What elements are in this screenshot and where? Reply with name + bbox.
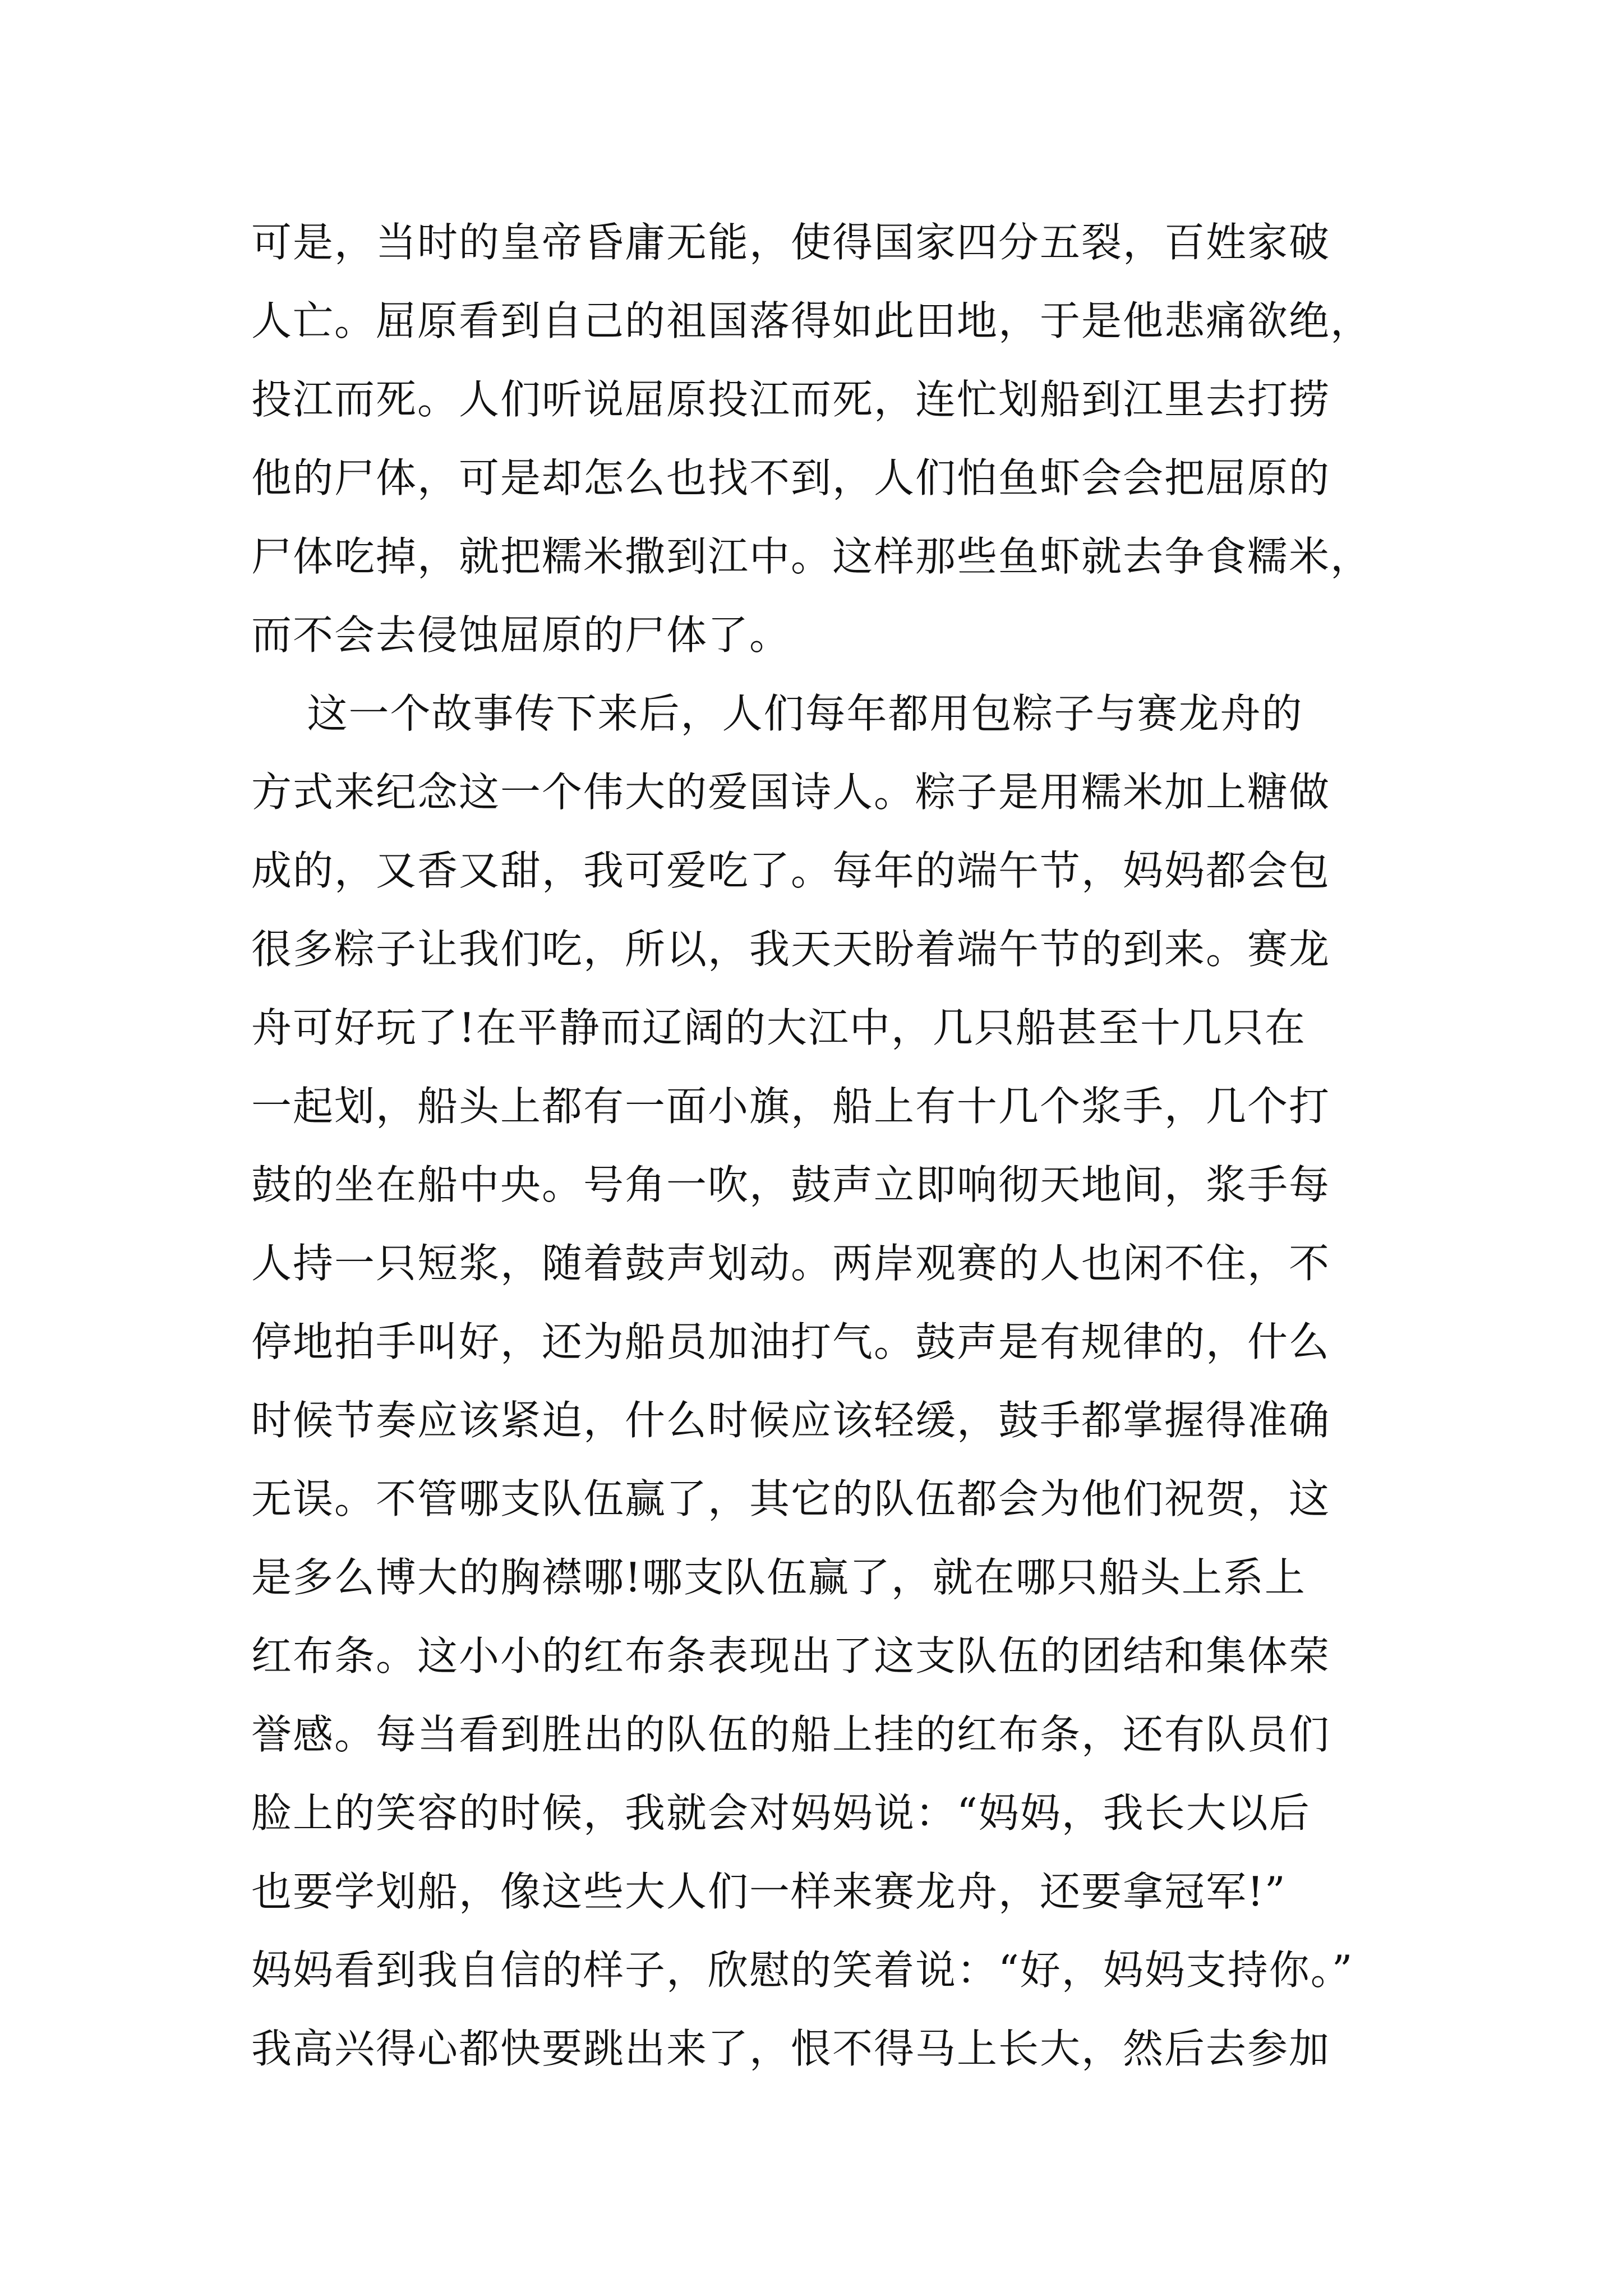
- text-line: 也要学划船，像这些大人们一样来赛龙舟，还要拿冠军!”: [251, 1868, 1287, 1915]
- text-line: 成的，又香又甜，我可爱吃了。每年的端午节，妈妈都会包: [251, 847, 1331, 894]
- text-line: 停地拍手叫好，还为船员加油打气。鼓声是有规律的，什么: [251, 1318, 1331, 1365]
- text-line: 而不会去侵蚀屈原的尸体了。: [251, 611, 791, 659]
- text-line: 时候节奏应该紧迫，什么时候应该轻缓，鼓手都掌握得准确: [251, 1397, 1331, 1444]
- text-line: 红布条。这小小的红布条表现出了这支队伍的团结和集体荣: [251, 1632, 1331, 1680]
- text-line: 方式来纪念这一个伟大的爱国诗人。粽子是用糯米加上糖做: [251, 769, 1331, 816]
- text-line: 舟可好玩了!在平静而辽阔的大江中，几只船甚至十几只在: [251, 1004, 1306, 1051]
- text-line: 他的尸体，可是却怎么也找不到，人们怕鱼虾会会把屈原的: [251, 454, 1331, 501]
- text-line: 脸上的笑容的时候，我就会对妈妈说：“妈妈，我长大以后: [251, 1789, 1311, 1837]
- text-line: 可是，当时的皇帝昏庸无能，使得国家四分五裂，百姓家破: [251, 219, 1331, 266]
- text-line: 这一个故事传下来后，人们每年都用包粽子与赛龙舟的: [251, 690, 1303, 737]
- text-line: 人持一只短浆，随着鼓声划动。两岸观赛的人也闲不住，不: [251, 1240, 1331, 1287]
- text-line: 投江而死。人们听说屈原投江而死，连忙划船到江里去打捞: [251, 376, 1331, 423]
- text-line: 誉感。每当看到胜出的队伍的船上挂的红布条，还有队员们: [251, 1711, 1331, 1758]
- essay-body: [251, 203, 1451, 2088]
- text-line: 鼓的坐在船中央。号角一吹，鼓声立即响彻天地间，浆手每: [251, 1161, 1331, 1208]
- text-line: 我高兴得心都快要跳出来了，恨不得马上长大，然后去参加: [251, 2025, 1331, 2072]
- text-line: 一起划，船头上都有一面小旗，船上有十几个浆手，几个打: [251, 1083, 1331, 1130]
- text-line: 人亡。屈原看到自己的祖国落得如此田地，于是他悲痛欲绝，: [251, 297, 1372, 344]
- text-line: 尸体吃掉，就把糯米撒到江中。这样那些鱼虾就去争食糯米，: [251, 533, 1372, 580]
- text-line: 是多么博大的胸襟哪!哪支队伍赢了，就在哪只船头上系上: [251, 1554, 1306, 1601]
- text-line: 妈妈看到我自信的样子，欣慰的笑着说：“好，妈妈支持你。”: [251, 1947, 1354, 1994]
- text-line: 无误。不管哪支队伍赢了，其它的队伍都会为他们祝贺，这: [251, 1475, 1331, 1522]
- text-line: 很多粽子让我们吃，所以，我天天盼着端午节的到来。赛龙: [251, 926, 1331, 973]
